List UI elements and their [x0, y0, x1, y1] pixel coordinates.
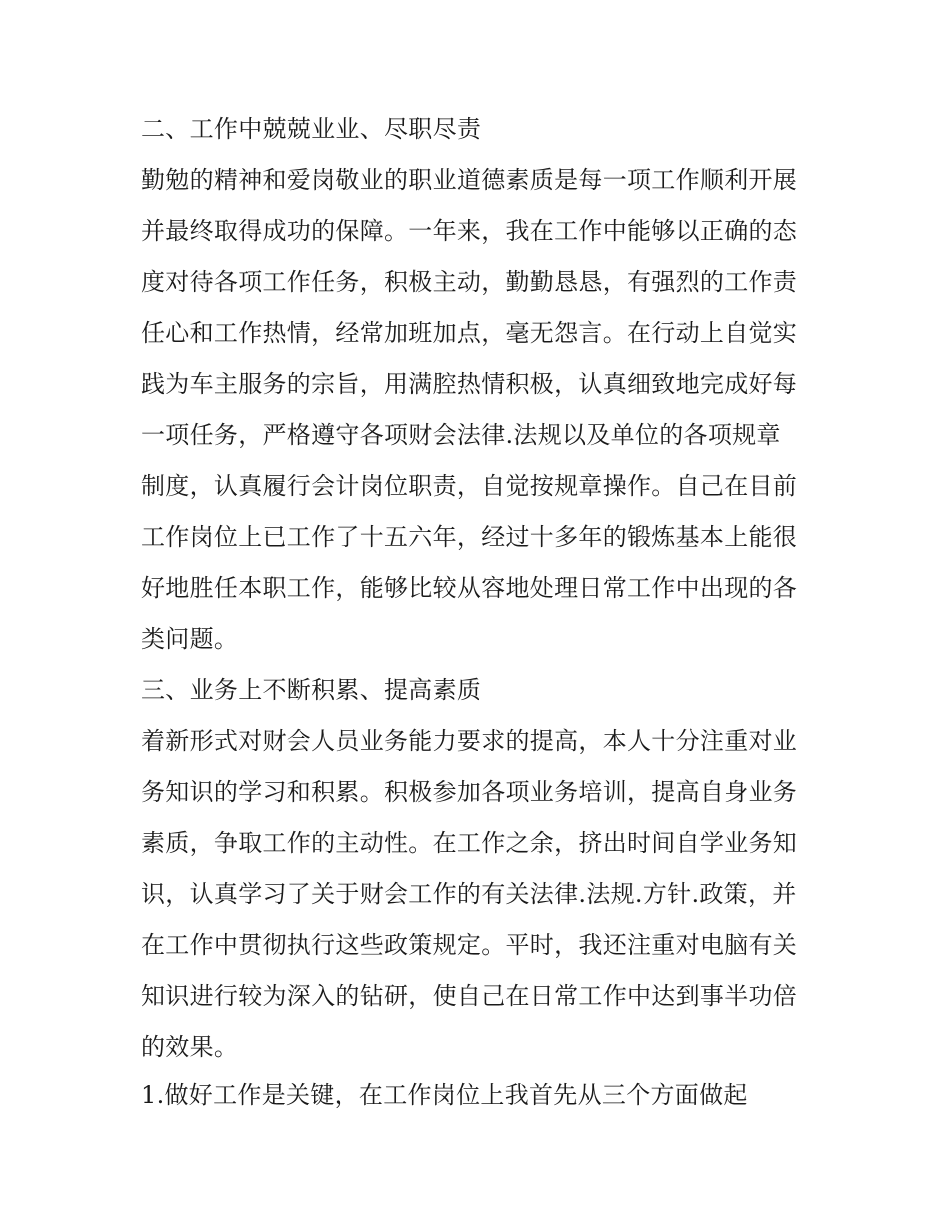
section-heading-2: 二、工作中兢兢业业、尽职尽责	[141, 115, 482, 143]
paragraph-line: 类问题。	[141, 625, 239, 653]
paragraph-line: 一项任务，严格遵守各项财会法律.法规以及单位的各项规章	[141, 421, 781, 449]
section-heading-3: 三、业务上不断积累、提高素质	[141, 676, 482, 704]
numbered-item: 1.做好工作是关键，在工作岗位上我首先从三个方面做起	[141, 1081, 748, 1109]
paragraph-line: 知识进行较为深入的钻研，使自己在日常工作中达到事半功倍	[141, 982, 798, 1010]
paragraph-line: 度对待各项工作任务，积极主动，勤勤恳恳，有强烈的工作责	[141, 268, 798, 296]
paragraph-line: 素质，争取工作的主动性。在工作之余，挤出时间自学业务知	[141, 829, 798, 857]
paragraph-line: 践为车主服务的宗旨，用满腔热情积极，认真细致地完成好每	[141, 370, 798, 398]
paragraph-line: 勤勉的精神和爱岗敬业的职业道德素质是每一项工作顺利开展	[141, 166, 798, 194]
paragraph-line: 的效果。	[141, 1033, 239, 1061]
paragraph-line: 工作岗位上已工作了十五六年，经过十多年的锻炼基本上能很	[141, 523, 798, 551]
paragraph-line: 着新形式对财会人员业务能力要求的提高，本人十分注重对业	[141, 727, 798, 755]
paragraph-line: 并最终取得成功的保障。一年来，我在工作中能够以正确的态	[141, 217, 798, 245]
paragraph-line: 制度，认真履行会计岗位职责，自觉按规章操作。自己在目前	[141, 472, 798, 500]
paragraph-line: 识，认真学习了关于财会工作的有关法律.法规.方针.政策，并	[141, 880, 797, 908]
paragraph-line: 务知识的学习和积累。积极参加各项业务培训，提高自身业务	[141, 778, 798, 806]
paragraph-line: 在工作中贯彻执行这些政策规定。平时，我还注重对电脑有关	[141, 931, 798, 959]
paragraph-line: 任心和工作热情，经常加班加点，毫无怨言。在行动上自觉实	[141, 319, 798, 347]
paragraph-line: 好地胜任本职工作，能够比较从容地处理日常工作中出现的各	[141, 574, 798, 602]
